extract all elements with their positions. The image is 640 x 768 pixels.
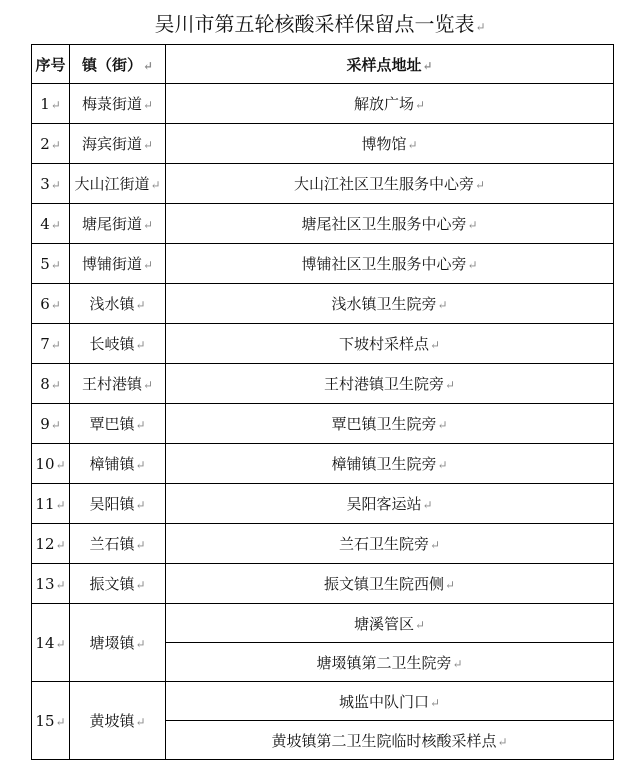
address-text: 浅水镇卫生院旁 (331, 295, 437, 313)
paragraph-mark-icon: ↵ (444, 578, 456, 592)
row-number-cell (32, 564, 70, 604)
header-no-label: 序号 (35, 55, 66, 74)
paragraph-mark-icon: ↵ (55, 457, 66, 472)
town-cell (70, 164, 166, 204)
table-row (32, 124, 614, 164)
table-row (32, 244, 614, 284)
town-cell (70, 524, 166, 564)
table-row (32, 164, 614, 204)
title-text: 吴川市第五轮核酸采样保留点一览表 (154, 12, 475, 36)
paragraph-mark-icon: ↵ (429, 695, 441, 710)
address-text: 塘㙍镇第二卫生院旁 (316, 653, 452, 672)
row-number-cell (32, 124, 70, 164)
row-number: 1 (40, 94, 50, 113)
town-name: 兰石镇 (89, 535, 135, 553)
address-cell (166, 721, 614, 760)
table-body (32, 45, 614, 760)
paragraph-mark-icon: ↵ (135, 418, 146, 432)
table-row (32, 484, 614, 524)
row-number-cell (32, 84, 70, 124)
paragraph-mark-icon: ↵ (50, 177, 61, 192)
town-name: 长岐镇 (89, 335, 135, 353)
header-address-label: 采样点地址 (346, 55, 422, 74)
table-row (32, 404, 614, 444)
table-row (32, 324, 614, 364)
address-text: 塘溪管区 (353, 614, 414, 633)
address-text: 塘尾社区卫生服务中心旁 (301, 215, 467, 233)
row-number-cell (32, 444, 70, 484)
address-text: 樟铺镇卫生院旁 (331, 455, 437, 473)
address-cell (166, 643, 614, 682)
town-cell (70, 404, 166, 444)
row-number: 7 (40, 334, 50, 353)
table-row (32, 524, 614, 564)
town-name: 樟铺镇 (89, 455, 135, 473)
table-row (32, 682, 614, 721)
paragraph-mark-icon: ↵ (467, 218, 478, 232)
paragraph-mark-icon: ↵ (135, 538, 146, 552)
address-cell (166, 564, 614, 604)
row-number: 11 (35, 494, 55, 513)
town-cell (70, 364, 166, 404)
paragraph-mark-icon: ↵ (142, 258, 154, 272)
paragraph-mark-icon: ↵ (55, 537, 66, 552)
document-title (0, 8, 640, 40)
town-cell (70, 444, 166, 484)
address-cell (166, 204, 614, 244)
paragraph-mark-icon: ↵ (50, 337, 61, 352)
row-number: 6 (40, 294, 50, 313)
row-number-cell (32, 524, 70, 564)
table-row (32, 284, 614, 324)
paragraph-mark-icon: ↵ (150, 178, 161, 192)
paragraph-mark-icon: ↵ (135, 578, 146, 592)
row-number: 15 (35, 711, 55, 730)
paragraph-mark-icon: ↵ (414, 98, 426, 112)
row-number-cell (32, 204, 70, 244)
row-number: 2 (40, 134, 50, 153)
row-number: 5 (40, 254, 50, 273)
town-cell (70, 284, 166, 324)
address-text: 覃巴镇卫生院旁 (331, 415, 437, 433)
paragraph-mark-icon: ↵ (50, 417, 61, 432)
paragraph-mark-icon: ↵ (50, 257, 61, 272)
paragraph-mark-icon: ↵ (437, 458, 448, 472)
paragraph-mark-icon: ↵ (135, 338, 146, 352)
town-name: 振文镇 (89, 575, 135, 593)
paragraph-mark-icon: ↵ (497, 734, 508, 749)
town-name: 黄坡镇 (89, 712, 135, 730)
row-number: 14 (35, 633, 55, 652)
paragraph-mark-icon: ↵ (142, 218, 154, 232)
table-row (32, 204, 614, 244)
address-cell (166, 364, 614, 404)
address-text: 解放广场 (353, 95, 414, 113)
town-cell (70, 124, 166, 164)
town-cell (70, 204, 166, 244)
address-text: 振文镇卫生院西侧 (323, 575, 444, 593)
header-town (70, 45, 166, 84)
address-cell (166, 244, 614, 284)
town-cell (70, 564, 166, 604)
row-number-cell (32, 164, 70, 204)
address-text: 博物馆 (361, 135, 407, 153)
address-cell (166, 444, 614, 484)
town-name: 覃巴镇 (89, 415, 135, 433)
paragraph-mark-icon: ↵ (55, 497, 66, 512)
address-text: 城监中队门口 (338, 692, 429, 711)
address-cell (166, 604, 614, 643)
address-text: 王村港镇卫生院旁 (323, 375, 444, 393)
paragraph-mark-icon: ↵ (55, 577, 66, 592)
paragraph-mark-icon: ↵ (414, 617, 426, 632)
paragraph-mark-icon: ↵ (452, 656, 463, 671)
address-cell (166, 524, 614, 564)
table-row (32, 364, 614, 404)
address-text: 下坡村采样点 (338, 335, 429, 353)
paragraph-mark-icon: ↵ (142, 58, 154, 73)
address-cell (166, 484, 614, 524)
town-name: 浅水镇 (89, 295, 135, 313)
row-number: 12 (35, 534, 55, 553)
paragraph-mark-icon: ↵ (50, 297, 61, 312)
paragraph-mark-icon: ↵ (437, 298, 448, 312)
paragraph-mark-icon: ↵ (50, 137, 61, 152)
address-text: 吴阳客运站 (346, 495, 422, 513)
paragraph-mark-icon: ↵ (135, 498, 146, 512)
paragraph-mark-icon: ↵ (422, 498, 433, 512)
table-row (32, 444, 614, 484)
table-row (32, 564, 614, 604)
town-name: 塘㙍镇 (89, 634, 135, 652)
address-cell (166, 164, 614, 204)
row-number-cell (32, 682, 70, 760)
town-cell (70, 484, 166, 524)
paragraph-mark-icon: ↵ (135, 637, 146, 651)
paragraph-mark-icon: ↵ (50, 97, 61, 112)
paragraph-mark-icon: ↵ (142, 138, 154, 152)
header-no (32, 45, 70, 84)
row-number-cell (32, 604, 70, 682)
paragraph-mark-icon: ↵ (407, 138, 418, 152)
paragraph-mark-icon: ↵ (55, 636, 66, 651)
row-number: 4 (40, 214, 50, 233)
paragraph-mark-icon: ↵ (444, 378, 456, 392)
paragraph-mark-icon: ↵ (429, 338, 441, 352)
town-name: 梅菉街道 (81, 95, 142, 113)
paragraph-mark-icon: ↵ (55, 714, 66, 729)
paragraph-mark-icon: ↵ (50, 217, 61, 232)
address-cell (166, 682, 614, 721)
paragraph-mark-icon: ↵ (135, 298, 146, 312)
town-cell (70, 324, 166, 364)
header-address (166, 45, 614, 84)
row-number: 9 (40, 414, 50, 433)
table-row (32, 604, 614, 643)
address-cell (166, 404, 614, 444)
town-name: 王村港镇 (81, 375, 142, 393)
row-number-cell (32, 284, 70, 324)
sampling-points-table (31, 44, 614, 760)
row-number: 13 (35, 574, 55, 593)
address-text: 博铺社区卫生服务中心旁 (301, 255, 467, 273)
address-cell (166, 324, 614, 364)
paragraph-mark-icon: ↵ (422, 58, 433, 73)
row-number: 10 (35, 454, 55, 473)
town-cell (70, 84, 166, 124)
address-cell (166, 84, 614, 124)
town-name: 吴阳镇 (89, 495, 135, 513)
row-number-cell (32, 484, 70, 524)
address-text: 兰石卫生院旁 (338, 535, 429, 553)
paragraph-mark-icon: ↵ (135, 458, 146, 472)
address-text: 黄坡镇第二卫生院临时核酸采样点 (271, 731, 497, 750)
paragraph-mark-icon: ↵ (437, 418, 448, 432)
town-name: 博铺街道 (81, 255, 142, 273)
row-number-cell (32, 244, 70, 284)
paragraph-mark-icon: ↵ (142, 98, 154, 112)
header-row (32, 45, 614, 84)
paragraph-mark-icon: ↵ (474, 178, 486, 192)
table-row (32, 84, 614, 124)
town-name: 海宾街道 (81, 135, 142, 153)
row-number: 3 (40, 174, 50, 193)
paragraph-mark-icon: ↵ (429, 538, 441, 552)
row-number: 8 (40, 374, 50, 393)
town-name: 大山江街道 (74, 175, 150, 193)
row-number-cell (32, 364, 70, 404)
paragraph-mark-icon: ↵ (142, 378, 154, 392)
paragraph-mark-icon: ↵ (475, 20, 486, 34)
paragraph-mark-icon: ↵ (135, 715, 146, 729)
address-cell (166, 284, 614, 324)
town-cell (70, 682, 166, 760)
paragraph-mark-icon: ↵ (50, 377, 61, 392)
header-town-label: 镇（街） (81, 55, 142, 74)
address-text: 大山江社区卫生服务中心旁 (293, 175, 474, 193)
town-cell (70, 604, 166, 682)
address-cell (166, 124, 614, 164)
paragraph-mark-icon: ↵ (467, 258, 478, 272)
row-number-cell (32, 404, 70, 444)
town-cell (70, 244, 166, 284)
town-name: 塘尾街道 (81, 215, 142, 233)
row-number-cell (32, 324, 70, 364)
